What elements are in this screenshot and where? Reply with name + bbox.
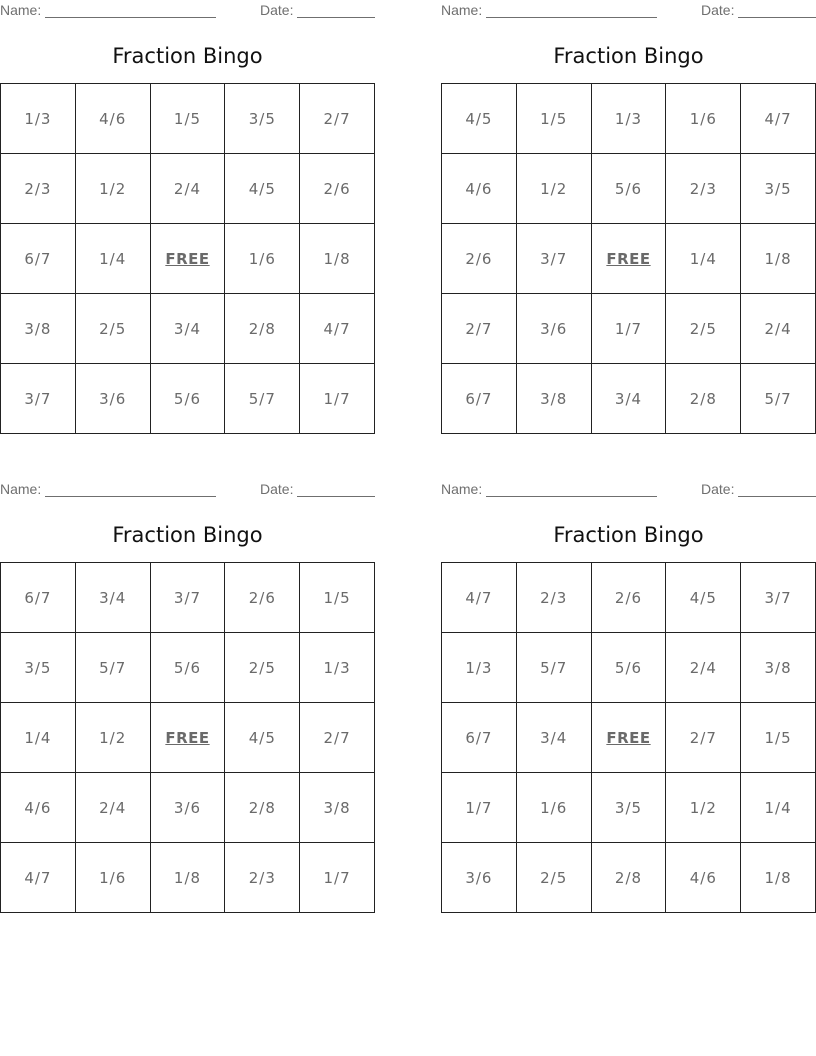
date-label: Date: (701, 2, 735, 18)
bingo-cell[interactable]: 3/6 (442, 843, 517, 913)
bingo-cell[interactable]: 5/7 (517, 633, 592, 703)
bingo-cell[interactable]: 2/3 (225, 843, 300, 913)
bingo-cell[interactable]: 1/7 (300, 364, 375, 434)
date-field (701, 2, 816, 18)
bingo-cell[interactable]: 2/6 (442, 224, 517, 294)
bingo-cell[interactable]: 3/8 (741, 633, 816, 703)
bingo-cell[interactable]: 6/7 (442, 703, 517, 773)
name-field (0, 2, 216, 18)
bingo-cell[interactable]: 2/8 (666, 364, 741, 434)
name-blank-line[interactable] (486, 4, 657, 18)
bingo-cell[interactable]: 1/8 (741, 224, 816, 294)
bingo-cell[interactable]: 1/8 (300, 224, 375, 294)
bingo-cell[interactable]: 6/7 (1, 563, 76, 633)
bingo-cell[interactable]: 2/5 (517, 843, 592, 913)
free-space[interactable]: FREE (592, 703, 667, 773)
bingo-cell[interactable]: 1/6 (76, 843, 151, 913)
name-label: Name: (0, 481, 42, 497)
bingo-cell[interactable]: 2/5 (666, 294, 741, 364)
bingo-cell[interactable]: 2/4 (666, 633, 741, 703)
bingo-cell[interactable]: 2/7 (442, 294, 517, 364)
bingo-cell[interactable]: 3/8 (300, 773, 375, 843)
bingo-cell[interactable]: 4/6 (1, 773, 76, 843)
bingo-cell[interactable]: 3/4 (592, 364, 667, 434)
name-blank-line[interactable] (45, 4, 216, 18)
bingo-cell[interactable]: 6/7 (442, 364, 517, 434)
bingo-grid (0, 83, 375, 434)
bingo-cell[interactable]: 1/2 (517, 154, 592, 224)
bingo-cell[interactable]: 1/7 (300, 843, 375, 913)
bingo-cell[interactable]: 3/6 (151, 773, 226, 843)
bingo-card (0, 479, 375, 914)
bingo-cell[interactable]: 4/6 (76, 84, 151, 154)
bingo-cell[interactable]: 1/2 (76, 703, 151, 773)
bingo-cell[interactable]: 5/6 (592, 154, 667, 224)
bingo-cell[interactable]: 1/3 (300, 633, 375, 703)
bingo-cell[interactable]: 3/5 (1, 633, 76, 703)
bingo-cell[interactable]: 2/6 (300, 154, 375, 224)
bingo-cell[interactable]: 1/4 (666, 224, 741, 294)
bingo-cell[interactable]: 1/5 (300, 563, 375, 633)
bingo-cell[interactable]: 1/8 (151, 843, 226, 913)
date-label: Date: (260, 2, 294, 18)
name-label: Name: (441, 481, 483, 497)
bingo-cell[interactable]: 2/5 (76, 294, 151, 364)
date-blank-line[interactable] (297, 4, 375, 18)
bingo-cell[interactable]: 2/6 (592, 563, 667, 633)
name-blank-line[interactable] (486, 483, 657, 497)
name-blank-line[interactable] (45, 483, 216, 497)
bingo-cell[interactable]: 3/7 (1, 364, 76, 434)
bingo-cell[interactable]: 2/3 (517, 563, 592, 633)
bingo-cell[interactable]: 2/5 (225, 633, 300, 703)
card-title: Fraction Bingo (112, 44, 263, 68)
date-field (260, 2, 375, 18)
bingo-cell[interactable]: 5/6 (151, 364, 226, 434)
date-label: Date: (701, 481, 735, 497)
bingo-cell[interactable]: 2/3 (1, 154, 76, 224)
bingo-cell[interactable]: 4/5 (225, 703, 300, 773)
bingo-cell[interactable]: 1/6 (517, 773, 592, 843)
card-title: Fraction Bingo (112, 523, 263, 547)
bingo-cell[interactable]: 2/6 (225, 563, 300, 633)
name-field (441, 2, 657, 18)
free-space[interactable]: FREE (151, 703, 226, 773)
date-blank-line[interactable] (738, 4, 816, 18)
bingo-cell[interactable]: 2/8 (225, 294, 300, 364)
bingo-cell[interactable]: 1/7 (592, 294, 667, 364)
bingo-card (441, 0, 816, 435)
date-blank-line[interactable] (738, 483, 816, 497)
date-field (260, 481, 375, 497)
bingo-grid (441, 83, 816, 434)
bingo-cell[interactable]: 1/5 (151, 84, 226, 154)
bingo-grid (441, 562, 816, 913)
bingo-grid (0, 562, 375, 913)
bingo-cell[interactable]: 1/2 (666, 773, 741, 843)
card-title: Fraction Bingo (553, 44, 704, 68)
bingo-cell[interactable]: 1/6 (666, 84, 741, 154)
bingo-cell[interactable]: 6/7 (1, 224, 76, 294)
bingo-cell[interactable]: 4/5 (225, 154, 300, 224)
bingo-cell[interactable]: 2/4 (741, 294, 816, 364)
bingo-cell[interactable]: 4/7 (1, 843, 76, 913)
bingo-cell[interactable]: 2/8 (225, 773, 300, 843)
bingo-cell[interactable]: 3/8 (1, 294, 76, 364)
name-label: Name: (0, 2, 42, 18)
bingo-cell[interactable]: 5/7 (76, 633, 151, 703)
bingo-cell[interactable]: 4/7 (442, 563, 517, 633)
bingo-cell[interactable]: 2/8 (592, 843, 667, 913)
bingo-cell[interactable]: 3/8 (517, 364, 592, 434)
bingo-cell[interactable]: 2/7 (666, 703, 741, 773)
bingo-cell[interactable]: 1/5 (741, 703, 816, 773)
bingo-cell[interactable]: 1/6 (225, 224, 300, 294)
bingo-cell[interactable]: 3/7 (517, 224, 592, 294)
bingo-cell[interactable]: 1/4 (1, 703, 76, 773)
bingo-cell[interactable]: 2/4 (76, 773, 151, 843)
free-space[interactable]: FREE (592, 224, 667, 294)
bingo-cell[interactable]: 1/2 (76, 154, 151, 224)
bingo-cell[interactable]: 5/7 (741, 364, 816, 434)
name-label: Name: (441, 2, 483, 18)
name-field (0, 481, 216, 497)
bingo-cell[interactable]: 5/7 (225, 364, 300, 434)
bingo-card (441, 479, 816, 914)
bingo-cell[interactable]: 5/6 (592, 633, 667, 703)
bingo-cell[interactable]: 3/4 (76, 563, 151, 633)
bingo-cell[interactable]: 1/3 (442, 633, 517, 703)
bingo-cell[interactable]: 3/4 (517, 703, 592, 773)
bingo-cell[interactable]: 3/7 (151, 563, 226, 633)
date-label: Date: (260, 481, 294, 497)
bingo-cell[interactable]: 4/6 (442, 154, 517, 224)
bingo-cell[interactable]: 1/8 (741, 843, 816, 913)
bingo-cell[interactable]: 3/6 (517, 294, 592, 364)
bingo-cell[interactable]: 3/5 (741, 154, 816, 224)
bingo-cell[interactable]: 3/6 (76, 364, 151, 434)
bingo-cell[interactable]: 4/7 (300, 294, 375, 364)
bingo-card (0, 0, 375, 435)
bingo-cell[interactable]: 1/5 (517, 84, 592, 154)
bingo-cell[interactable]: 1/4 (76, 224, 151, 294)
card-title: Fraction Bingo (553, 523, 704, 547)
bingo-cell[interactable]: 3/5 (225, 84, 300, 154)
bingo-cell[interactable]: 4/7 (741, 84, 816, 154)
bingo-cell[interactable]: 2/7 (300, 84, 375, 154)
bingo-cell[interactable]: 5/6 (151, 633, 226, 703)
bingo-cell[interactable]: 1/7 (442, 773, 517, 843)
bingo-cell[interactable]: 1/4 (741, 773, 816, 843)
bingo-cell[interactable]: 3/4 (151, 294, 226, 364)
date-field (701, 481, 816, 497)
bingo-cell[interactable]: 2/3 (666, 154, 741, 224)
bingo-cell[interactable]: 4/6 (666, 843, 741, 913)
bingo-cell[interactable]: 3/5 (592, 773, 667, 843)
bingo-cell[interactable]: 2/4 (151, 154, 226, 224)
bingo-cell[interactable]: 2/7 (300, 703, 375, 773)
bingo-cell[interactable]: 1/3 (1, 84, 76, 154)
name-field (441, 481, 657, 497)
bingo-cell[interactable]: 3/7 (741, 563, 816, 633)
bingo-cell[interactable]: 4/5 (666, 563, 741, 633)
bingo-cell[interactable]: 4/5 (442, 84, 517, 154)
bingo-cell[interactable]: 1/3 (592, 84, 667, 154)
free-space[interactable]: FREE (151, 224, 226, 294)
date-blank-line[interactable] (297, 483, 375, 497)
